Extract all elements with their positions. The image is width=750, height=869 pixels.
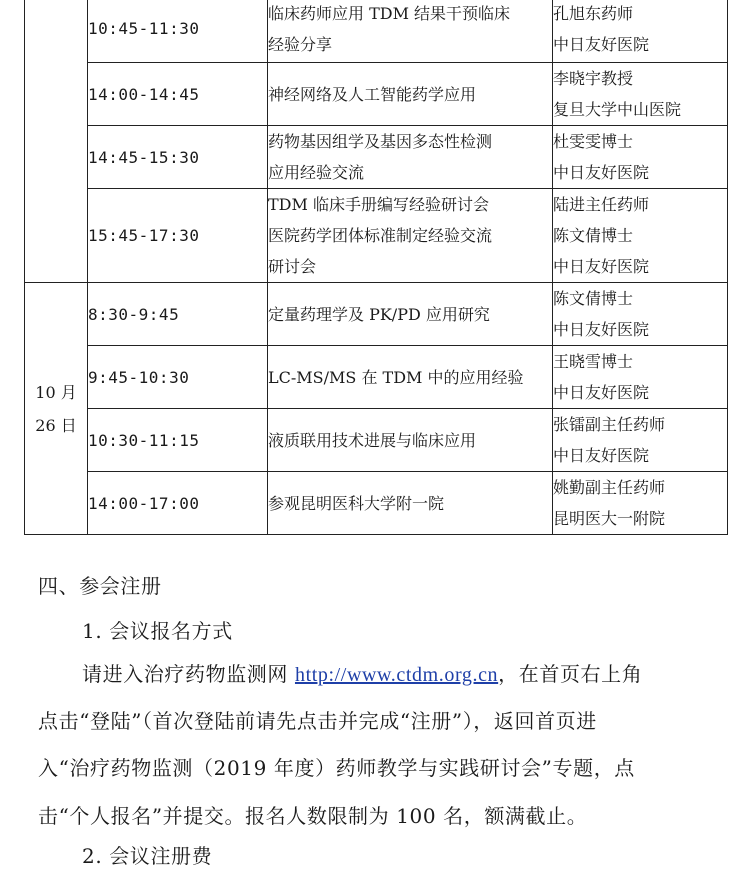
date-cell: 10 月 26 日 [25,283,88,535]
topic-cell: 临床药师应用 TDM 结果干预临床 经验分享 [268,0,553,63]
topic-cell: 参观昆明医科大学附一院 [268,472,553,535]
speaker-cell: 张镭副主任药师 中日友好医院 [553,409,728,472]
time-cell: 15:45-17:30 [88,189,268,283]
paragraph-line: 入“治疗药物监测（2019 年度）药师教学与实践研讨会”专题，点 [38,756,635,780]
time-cell: 8:30-9:45 [88,283,268,346]
paragraph-text: ，在首页右上角 [498,662,643,686]
schedule-table [24,0,728,535]
speaker-cell: 姚勤副主任药师 昆明医大一附院 [553,472,728,535]
subsection-heading-registration-fee: 2. 会议注册费 [82,844,213,868]
topic-cell: LC-MS/MS 在 TDM 中的应用经验 [268,346,553,409]
time-cell: 14:45-15:30 [88,126,268,189]
table-row [25,409,728,472]
topic-cell: TDM 临床手册编写经验研讨会 医院药学团体标准制定经验交流 研讨会 [268,189,553,283]
speaker-cell: 李晓宇教授 复旦大学中山医院 [553,63,728,126]
table-row [25,346,728,409]
time-cell: 10:45-11:30 [88,0,268,63]
time-cell: 9:45-10:30 [88,346,268,409]
topic-cell: 神经网络及人工智能药学应用 [268,63,553,126]
time-cell: 14:00-14:45 [88,63,268,126]
paragraph-line: 点击“登陆”（首次登陆前请先点击并完成“注册”），返回首页进 [38,709,597,733]
topic-cell: 药物基因组学及基因多态性检测 应用经验交流 [268,126,553,189]
section-heading: 四、参会注册 [38,574,162,598]
topic-cell: 液质联用技术进展与临床应用 [268,409,553,472]
table-row [25,472,728,535]
website-link[interactable]: http://www.ctdm.org.cn [294,664,499,686]
paragraph-line [82,658,642,687]
speaker-cell: 孔旭东药师 中日友好医院 [553,0,728,63]
table-row [25,126,728,189]
speaker-cell: 陈文倩博士 中日友好医院 [553,283,728,346]
time-cell: 14:00-17:00 [88,472,268,535]
date-cell-continued [25,0,88,283]
speaker-cell: 王晓雪博士 中日友好医院 [553,346,728,409]
paragraph-line: 击“个人报名”并提交。报名人数限制为 100 名，额满截止。 [38,804,588,828]
table-row [25,189,728,283]
topic-cell: 定量药理学及 PK/PD 应用研究 [268,283,553,346]
subsection-heading-registration-method: 1. 会议报名方式 [82,619,233,643]
paragraph-text: 请进入治疗药物监测网 [82,662,295,686]
table-row [25,0,728,63]
table-row [25,63,728,126]
speaker-cell: 陆进主任药师 陈文倩博士 中日友好医院 [553,189,728,283]
time-cell: 10:30-11:15 [88,409,268,472]
speaker-cell: 杜雯雯博士 中日友好医院 [553,126,728,189]
table-row [25,283,728,346]
